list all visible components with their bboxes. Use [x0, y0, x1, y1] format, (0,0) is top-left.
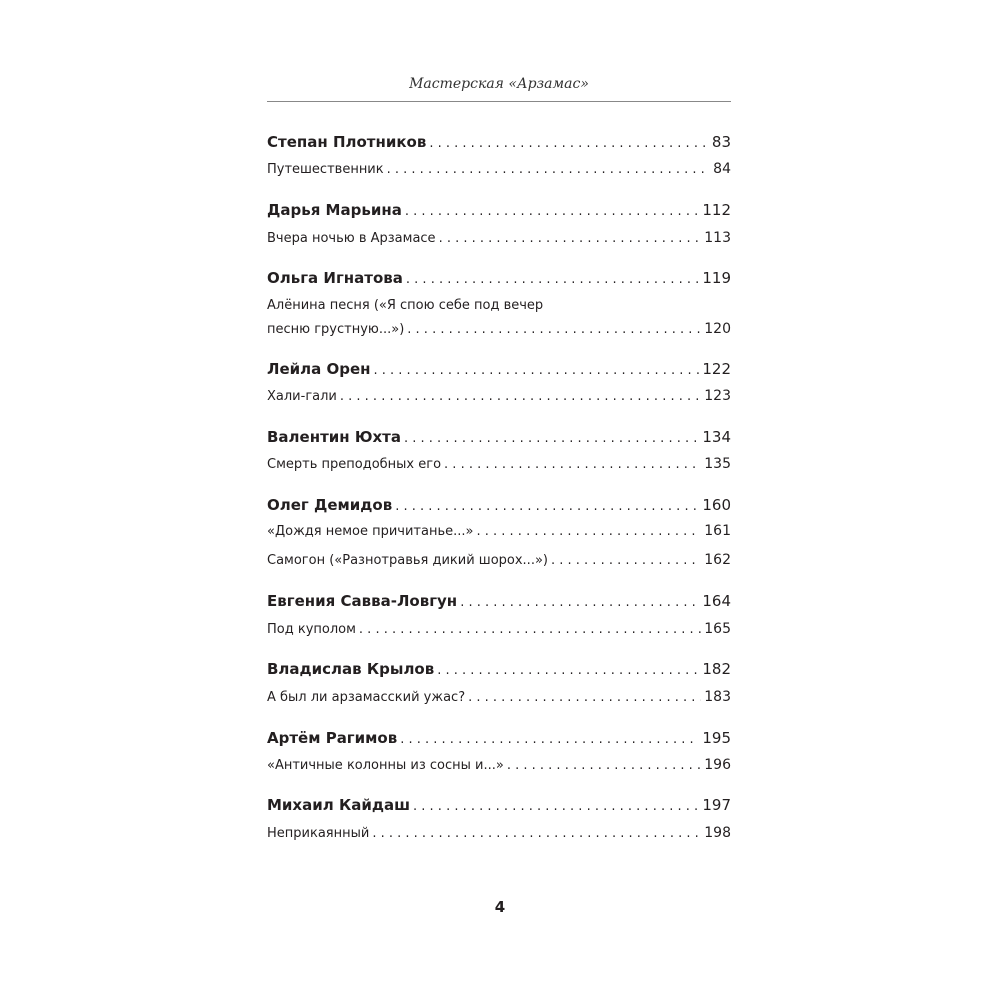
toc-entry-page: 123	[704, 388, 731, 404]
dot-leader	[400, 732, 699, 747]
dot-leader	[444, 457, 701, 472]
toc-author-entry	[267, 660, 731, 678]
toc-work-entry	[267, 757, 731, 773]
dot-leader	[460, 595, 699, 610]
dot-leader	[359, 622, 701, 637]
running-head: Мастерская «Арзамас»	[409, 76, 589, 92]
toc-entry-title: «Дождя немое причитанье...»	[267, 524, 474, 539]
toc-entry-page: 122	[702, 360, 731, 378]
toc-entry-page: 135	[704, 456, 731, 472]
toc-work-entry	[267, 825, 731, 841]
toc-entry-title: Дарья Марьина	[267, 201, 402, 219]
dot-leader	[404, 431, 699, 446]
toc-author-entry	[267, 133, 731, 151]
dot-leader	[507, 758, 701, 773]
toc-entry-page: 120	[704, 321, 731, 337]
toc-entry-title: А был ли арзамасский ужас?	[267, 690, 466, 705]
dot-leader	[413, 799, 699, 814]
toc-work-entry	[267, 230, 731, 246]
toc-entry-page: 134	[702, 428, 731, 446]
toc-entry-title: Олег Демидов	[267, 496, 393, 514]
toc-entry-page: 119	[702, 269, 731, 287]
dot-leader	[437, 663, 699, 678]
dot-leader	[476, 524, 701, 539]
toc-entry-title: песню грустную...»)	[267, 322, 405, 337]
toc-entry-page: 162	[704, 552, 731, 568]
toc-entry-title: Путешественник	[267, 162, 384, 177]
toc-work-entry	[267, 552, 731, 568]
dot-leader	[405, 204, 700, 219]
toc-work-entry	[267, 523, 731, 539]
toc-entry-title: Смерть преподобных его	[267, 457, 442, 472]
toc-entry-page: 83	[711, 133, 731, 151]
dot-leader	[372, 826, 701, 841]
dot-leader	[387, 162, 711, 177]
toc-entry-title: Самогон («Разнотравья дикий шорох...»)	[267, 553, 548, 568]
toc-entry-page: 112	[702, 201, 731, 219]
toc-entry-title: Валентин Юхта	[267, 428, 401, 446]
toc-author-entry	[267, 796, 731, 814]
toc-entry-title-line: Алёнина песня («Я спою себе под вечер	[267, 298, 544, 313]
dot-leader	[429, 136, 709, 151]
header-rule	[267, 101, 731, 102]
toc-entry-title: Михаил Кайдаш	[267, 796, 411, 814]
dot-leader	[407, 322, 701, 337]
toc-entry-title: Хали-гали	[267, 389, 337, 404]
toc-entry-title: Степан Плотников	[267, 133, 427, 151]
toc-author-entry	[267, 269, 731, 287]
toc-entry-page: 165	[704, 621, 731, 637]
toc-entry-page: 195	[702, 729, 731, 747]
toc-author-entry	[267, 201, 731, 219]
toc-work-entry	[267, 456, 731, 472]
toc-author-entry	[267, 428, 731, 446]
toc-entry-page: 113	[704, 230, 731, 246]
toc-author-entry	[267, 592, 731, 610]
toc-work-entry	[267, 161, 731, 177]
toc-entry-title: Лейла Орен	[267, 360, 371, 378]
page-number: 4	[494, 898, 506, 916]
toc-work-entry	[267, 388, 731, 404]
toc-entry-page: 160	[702, 496, 731, 514]
toc-entry-page: 183	[704, 689, 731, 705]
toc-entry-page: 182	[702, 660, 731, 678]
dot-leader	[439, 231, 702, 246]
toc-work-entry	[267, 621, 731, 637]
toc-entry-page: 196	[704, 757, 731, 773]
dot-leader	[406, 272, 699, 287]
toc-entry-title: Неприкаянный	[267, 826, 370, 841]
toc-author-entry	[267, 729, 731, 747]
dot-leader	[468, 690, 701, 705]
toc-entry-title: Вчера ночью в Арзамасе	[267, 231, 436, 246]
toc-entry-page: 164	[702, 592, 731, 610]
toc-author-entry	[267, 360, 731, 378]
toc-author-entry	[267, 496, 731, 514]
toc-entry-title: Ольга Игнатова	[267, 269, 403, 287]
dot-leader	[374, 363, 700, 378]
toc-entry-title: Артём Рагимов	[267, 729, 398, 747]
toc-entry-title: Евгения Савва-Ловгун	[267, 592, 458, 610]
toc-entry-title: Под куполом	[267, 622, 356, 637]
toc-entry-page: 84	[713, 161, 731, 177]
toc-entry-page: 198	[704, 825, 731, 841]
dot-leader	[395, 499, 699, 514]
toc-entry-page: 197	[702, 796, 731, 814]
toc-work-entry	[267, 321, 731, 337]
dot-leader	[551, 553, 701, 568]
dot-leader	[340, 389, 701, 404]
toc-entry-page: 161	[704, 523, 731, 539]
toc-entry-title: Владислав Крылов	[267, 660, 435, 678]
toc-work-entry	[267, 689, 731, 705]
toc-entry-title: «Античные колонны из сосны и...»	[267, 758, 504, 773]
